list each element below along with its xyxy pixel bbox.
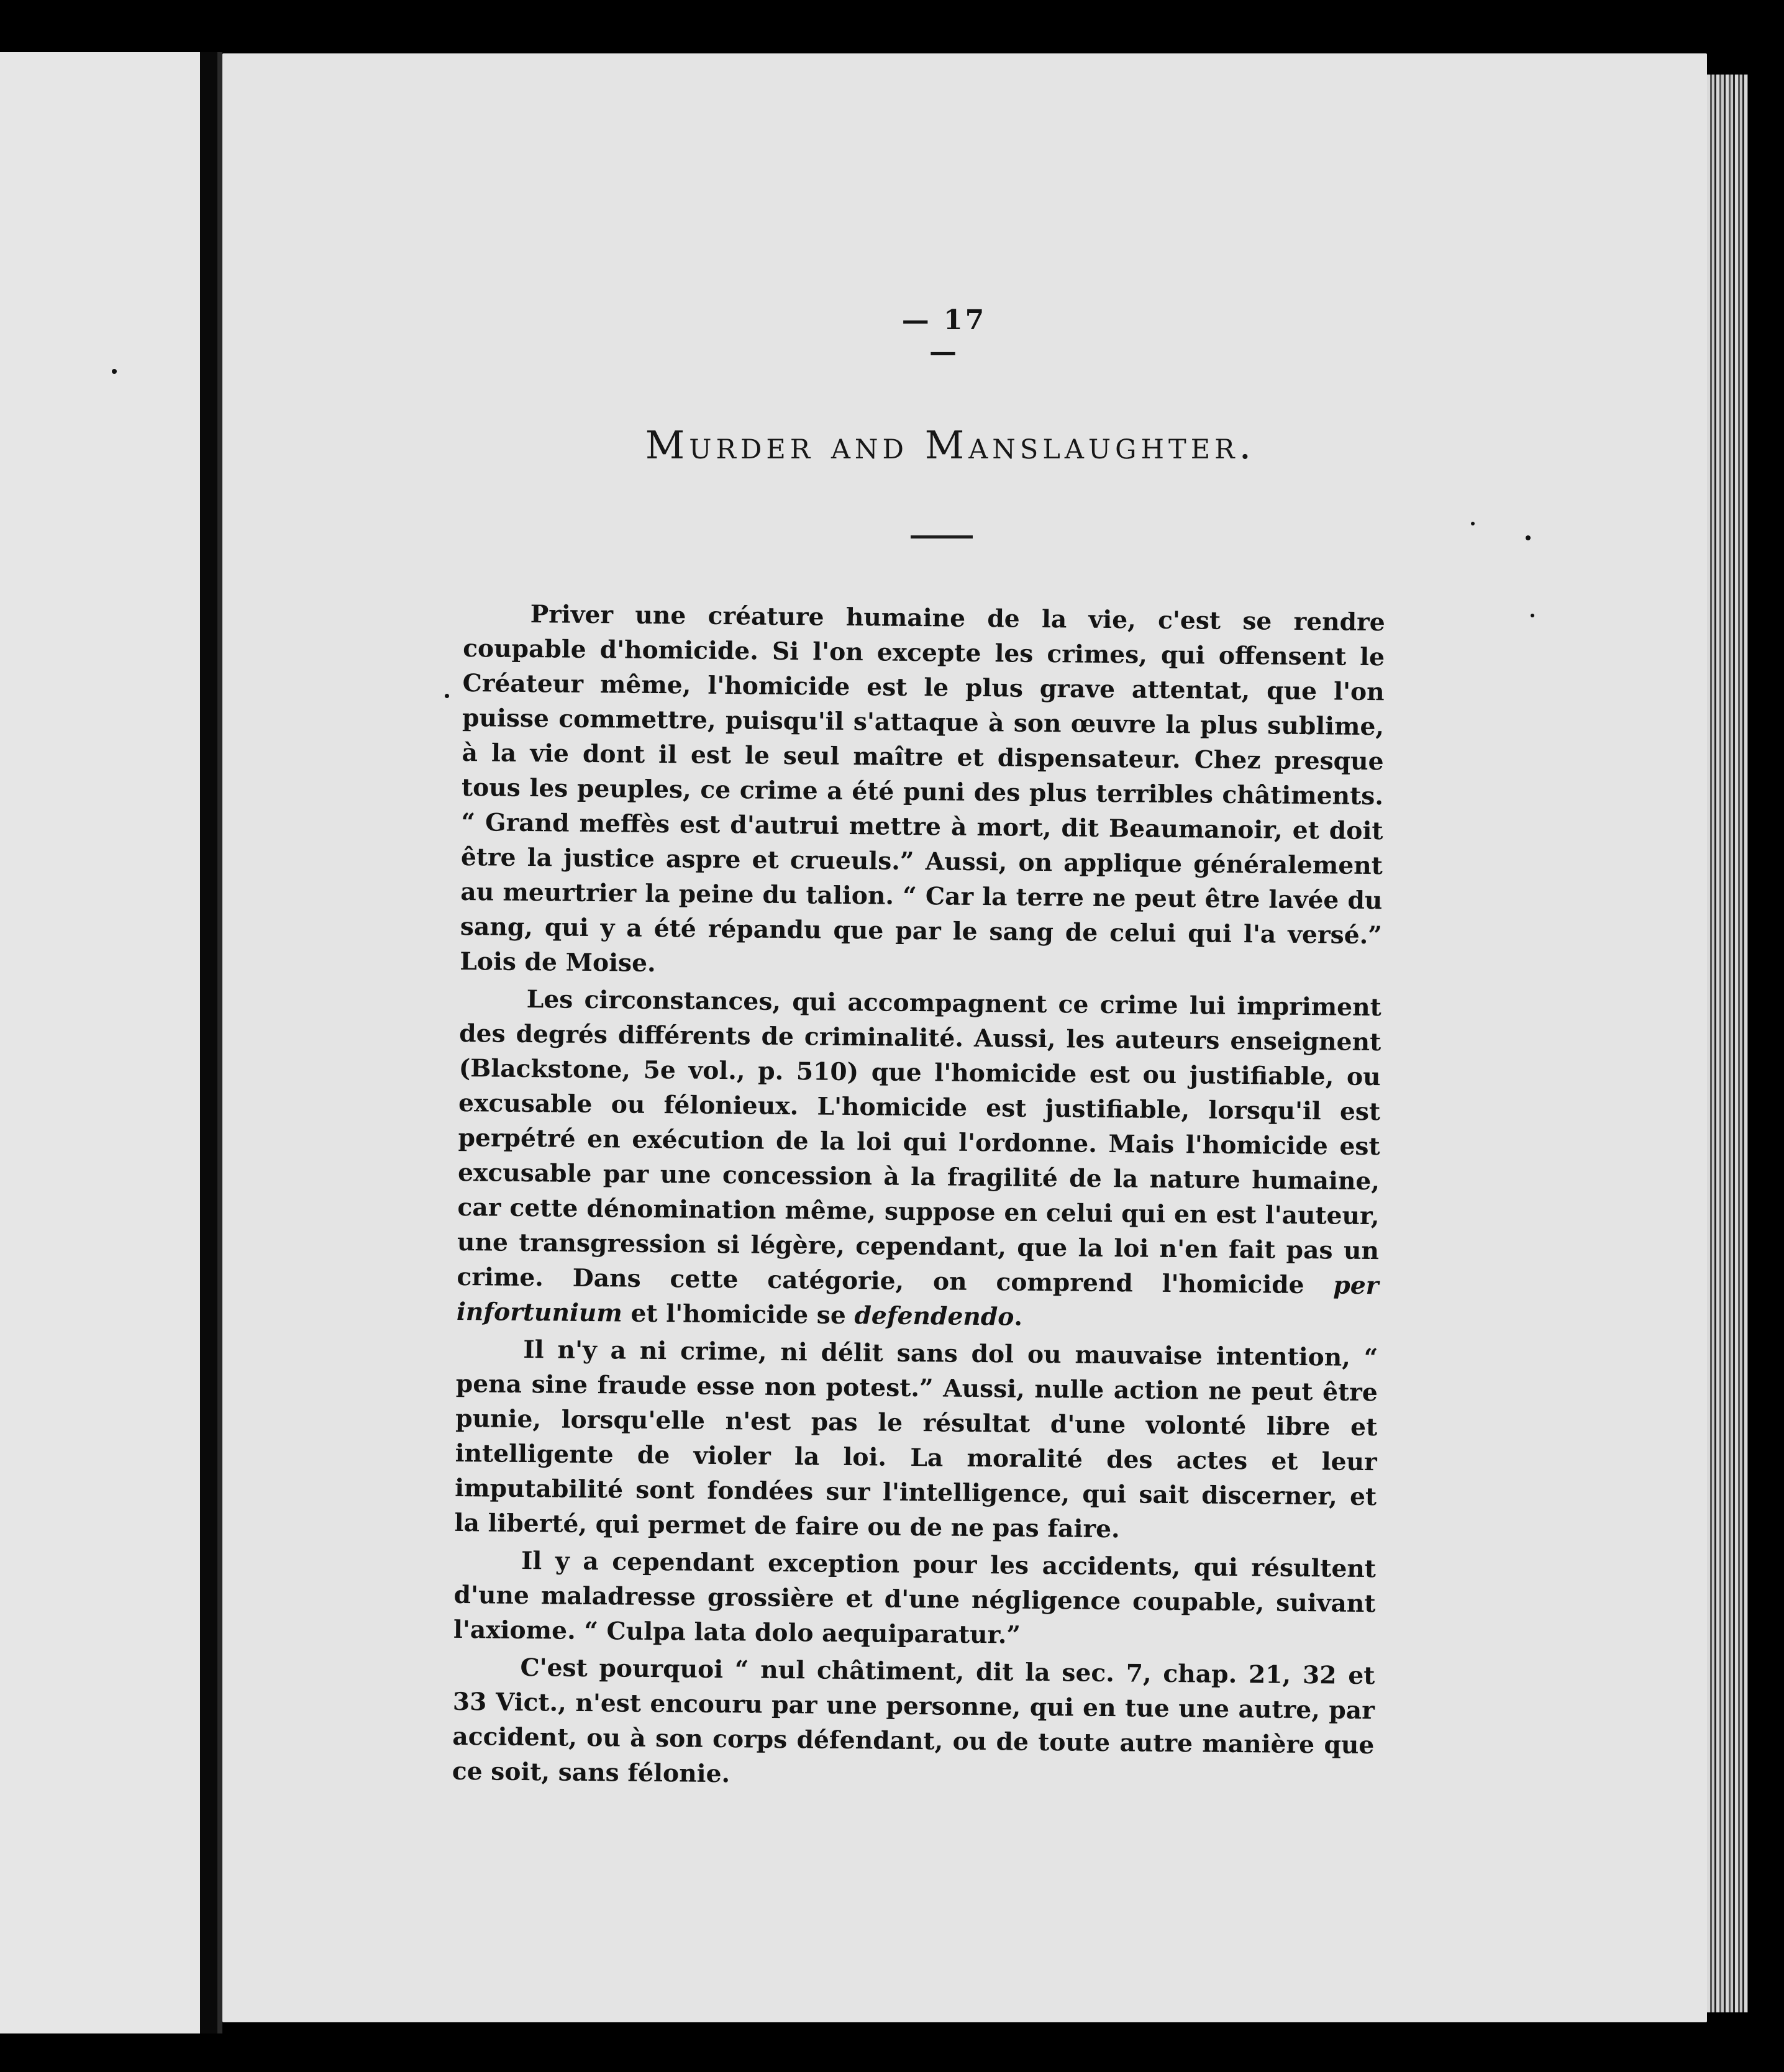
page-stack-shadow [1748,75,1784,2012]
paragraph-text: . [1014,1302,1023,1332]
paragraph-text: et l'homicide se [630,1299,847,1330]
paragraph [457,981,1381,1338]
book-spine [217,52,222,2033]
paragraph: C'est pourquoi “ nul châtiment, dit la sec. 7, chap. 21, 32 et 33 Vict., n'est encouru par une personne, qui en tue une autre, par accident, ou à son corps défendant, ou de toute autre manière que ce soit, sans félonie. [452,1653,1375,1789]
paragraph: Il y a cependant exception pour les accidents, qui résultent d'une maladresse grossière et d'une négligence coupable, suivant l'axiome. “ Culpa lata dolo aequiparatur.” [453,1546,1377,1650]
page-stack-edges [1707,75,1748,2012]
paragraph: Il n'y a ni crime, ni délit sans dol ou mauvaise intention, “ pena sine fraude esse non potest.” Aussi, nulle action ne peut être punie, lorsqu'elle n'est pas le résultat d'une volonté libre et intelligente de violer la loi. La moralité des actes et leur imputabilité sont fondées sur l'intelligence, qui sait discerner, et la liberté, qui permet de faire ou de ne pas faire. [454,1335,1378,1544]
page-number: — 17 — [901,304,987,368]
italic-term: defendendo [854,1301,1014,1332]
italic-term: per infortunium [456,1271,1379,1328]
body-text [452,596,1385,1797]
facing-page-left [0,52,200,2033]
scan-speck [1471,522,1475,525]
page-title: Murder and Manslaughter. [645,422,1256,468]
title-rule [911,535,973,538]
scan-speck [112,369,117,374]
facing-page-edge [200,52,217,2033]
paragraph-text: Les circonstances, qui accompagnent ce crime lui impriment des degrés différents de criminalité. Aussi, les auteurs enseignent (Blackstone, 5e vol., p. 510) que l'homicide est ou justifiable, ou excusable ou félonieux. L'homicide est justifiable, lorsqu'il est perpétré en exécution de la loi qui l'ordonne. Mais l'homicide est excusable par une concession à la fragilité de la nature humaine, car cette dénomination même, suppose en celui qui en est l'auteur, une transgression si légère, cependant, que la loi n'en fait pas un crime. Dans cette catégorie, on comprend l'homicide [457,985,1381,1300]
scan-speck [1531,614,1534,617]
scan-speck [445,694,449,698]
paragraph: Priver une créature humaine de la vie, c'est se rendre coupable d'homicide. Si l'on excepte les crimes, qui offensent le Créateur même, l'homicide est le plus grave attentat, que l'on puisse commettre, puisqu'il s'attaque à son œuvre la plus sublime, à la vie dont il est le seul maître et dispensateur. Chez presque tous les peuples, ce crime a été puni des plus terribles châtiments. “ Grand meffès est d'autrui mettre à mort, dit Beaumanoir, et doit être la justice aspre et crueuls.” Aussi, on applique généralement au meurtrier la peine du talion. “ Car la terre ne peut être lavée du sang, qui y a été répandu que par le sang de celui qui l'a versé.” Lois de Moise. [460,600,1385,978]
scan-speck [1526,535,1531,540]
